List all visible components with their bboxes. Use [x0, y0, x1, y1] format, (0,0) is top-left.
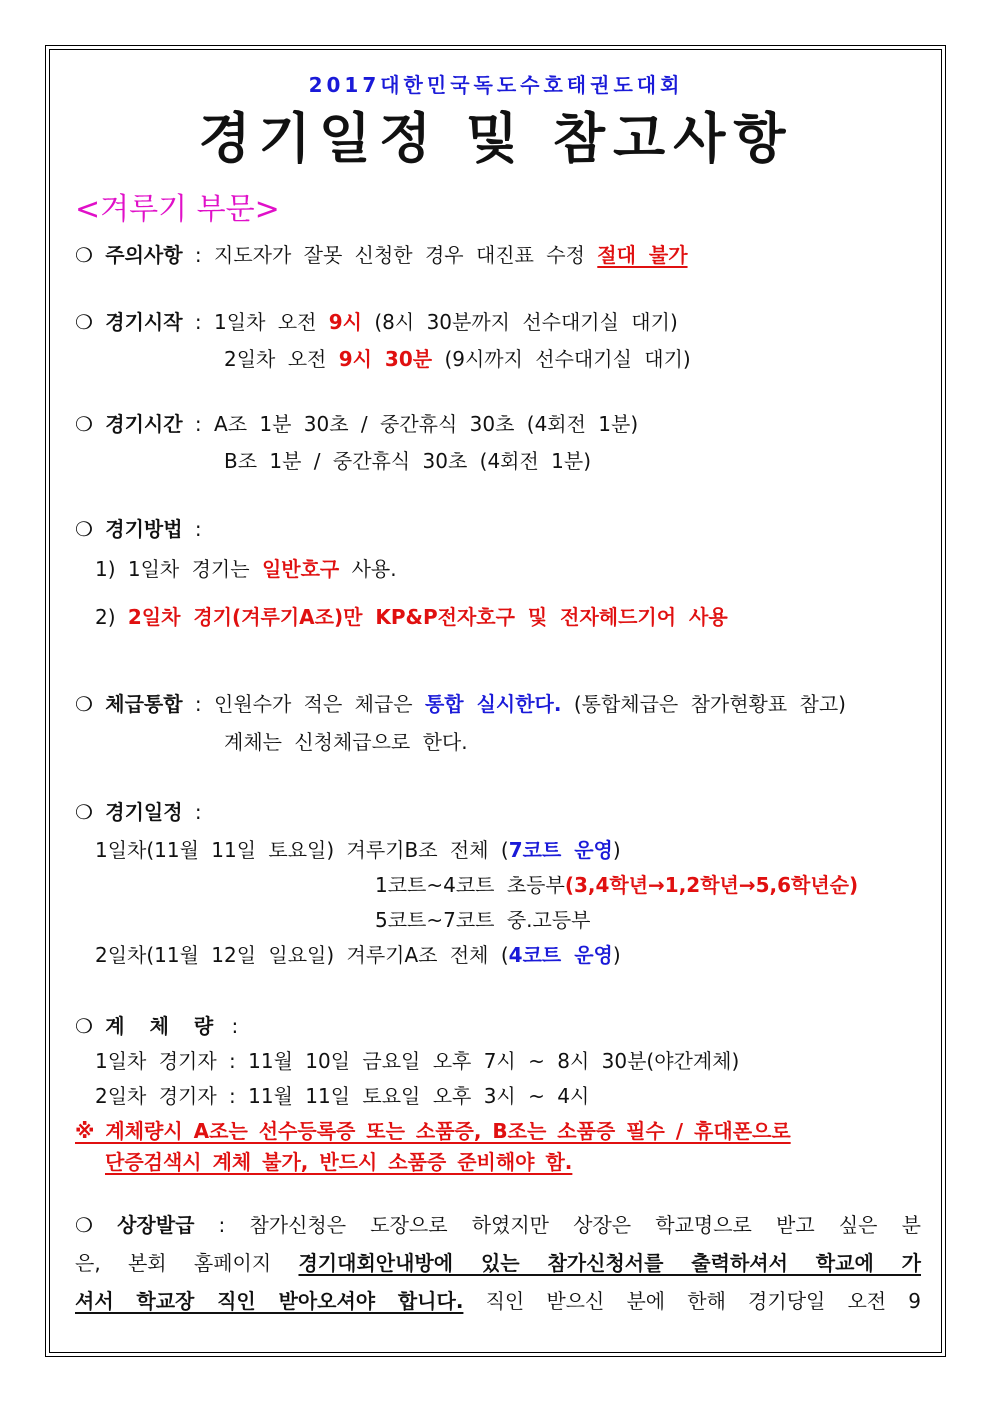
schedule-colon: : [182, 800, 202, 824]
section-header: <겨루기 부문> [75, 192, 280, 227]
page-title: 경기일정 및 참고사항 [198, 107, 794, 170]
award-line-2 [75, 1244, 921, 1282]
weighin-row [75, 1012, 238, 1040]
merge-pre: : 인원수가 적은 체급은 [182, 692, 425, 716]
duration-label: 경기시간 [105, 412, 183, 436]
schedule-day1-emphasis: 7코트 운영 [508, 838, 613, 862]
schedule-day2-emphasis: 4코트 운영 [508, 943, 613, 967]
duration-row-1 [75, 410, 638, 438]
merge-line-2: 계체는 신청체급으로 한다. [224, 730, 468, 754]
bullet-icon: ❍ [75, 310, 93, 334]
award-line-3-post: 직인 받으신 분에 한해 경기당일 오전 9 [463, 1289, 921, 1313]
award-label: 상장발급 [117, 1213, 195, 1237]
method-item-1-emphasis: 일반호구 [261, 557, 340, 581]
start-row-2 [224, 345, 691, 373]
schedule-day1-sub-2: 5코트~7코트 중.고등부 [375, 908, 591, 932]
method-item-1-post: 사용. [339, 557, 397, 581]
notice-row [75, 241, 688, 269]
schedule-day1-sub-1 [375, 871, 858, 899]
weighin-colon: : [219, 1014, 239, 1038]
bullet-icon: ❍ [75, 800, 93, 824]
notice-emphasis: 절대 불가 [597, 243, 688, 267]
schedule-day1-sub-1-pre: 1코트~4코트 초등부 [375, 873, 565, 897]
method-item-2 [95, 603, 728, 631]
schedule-day1-post: ) [612, 838, 621, 862]
method-label: 경기방법 [105, 517, 183, 541]
award-line-3 [75, 1282, 921, 1320]
duration-line-2: B조 1분 / 중간휴식 30초 (4회전 1분) [224, 449, 592, 473]
bullet-icon: ❍ [75, 412, 93, 436]
schedule-day1 [95, 836, 621, 864]
bullet-icon: ❍ [75, 1014, 93, 1038]
start-day1-post: (8시 30분까지 선수대기실 대기) [362, 310, 678, 334]
start-day1-pre: : 1일차 오전 [182, 310, 329, 334]
notice-label: 주의사항 [105, 243, 183, 267]
award-line-2-pre: 은, 본회 홈페이지 [75, 1251, 299, 1275]
schedule-day2 [95, 941, 621, 969]
schedule-day1-sub-1-emphasis: (3,4학년→1,2학년→5,6학년순) [564, 873, 859, 897]
award-line-3-emphasis: 셔서 학교장 직인 받아오셔야 합니다. [75, 1289, 464, 1313]
award-line-2-emphasis: 경기대회안내방에 있는 참가신청서를 출력하셔서 학교에 가 [298, 1251, 921, 1275]
start-label: 경기시작 [105, 310, 183, 334]
bullet-icon: ❍ [75, 692, 93, 716]
notice-text: : 지도자가 잘못 신청한 경우 대진표 수정 [182, 243, 598, 267]
weighin-label: 계 체 량 [105, 1014, 220, 1038]
schedule-day2-pre: 2일차(11월 12일 일요일) 겨루기A조 전체 ( [95, 943, 509, 967]
weighin-line-2: 2일차 경기자 : 11월 11일 토요일 오후 3시 ~ 4시 [95, 1084, 590, 1108]
start-day2-pre: 2일차 오전 [224, 347, 339, 371]
method-item-2-num: 2) [95, 605, 128, 629]
bullet-icon: ❍ [75, 517, 93, 541]
duration-line-1: : A조 1분 30초 / 중간휴식 30초 (4회전 1분) [182, 412, 639, 436]
weighin-note-2: 단증검색시 계체 불가, 반드시 소품증 준비해야 함. [105, 1150, 573, 1174]
merge-row-1 [75, 690, 846, 718]
award-line-1-text: : 참가신청은 도장으로 하였지만 상장은 학교명으로 받고 싶은 분 [194, 1213, 921, 1237]
start-day2-time: 9시 30분 [338, 347, 433, 371]
schedule-day2-post: ) [612, 943, 621, 967]
start-day2-post: (9시까지 선수대기실 대기) [432, 347, 691, 371]
start-day1-time: 9시 [328, 310, 363, 334]
schedule-label: 경기일정 [105, 800, 183, 824]
bullet-icon: ❍ [75, 1213, 93, 1237]
merge-label: 체급통합 [105, 692, 183, 716]
weighin-note-1: ※ 계체량시 A조는 선수등록증 또는 소품증, B조는 소품증 필수 / 휴대폰으로 [75, 1119, 791, 1143]
event-subtitle: 2017대한민국독도수호태권도대회 [308, 73, 684, 97]
method-item-1-pre: 1) 1일차 경기는 [95, 557, 262, 581]
method-row [75, 515, 202, 543]
weighin-line-1: 1일차 경기자 : 11월 10일 금요일 오후 7시 ~ 8시 30분(야간계체) [95, 1049, 740, 1073]
merge-post: (통합체급은 참가현황표 참고) [561, 692, 846, 716]
award-line-1 [75, 1206, 921, 1244]
bullet-icon: ❍ [75, 243, 93, 267]
method-item-1 [95, 555, 397, 583]
merge-emphasis: 통합 실시한다. [424, 692, 562, 716]
method-colon: : [182, 517, 202, 541]
method-item-2-emphasis: 2일차 경기(겨루기A조)만 KP&P전자호구 및 전자헤드기어 사용 [127, 605, 728, 629]
start-row-1 [75, 308, 678, 336]
schedule-day1-pre: 1일차(11월 11일 토요일) 겨루기B조 전체 ( [95, 838, 509, 862]
schedule-row [75, 798, 202, 826]
